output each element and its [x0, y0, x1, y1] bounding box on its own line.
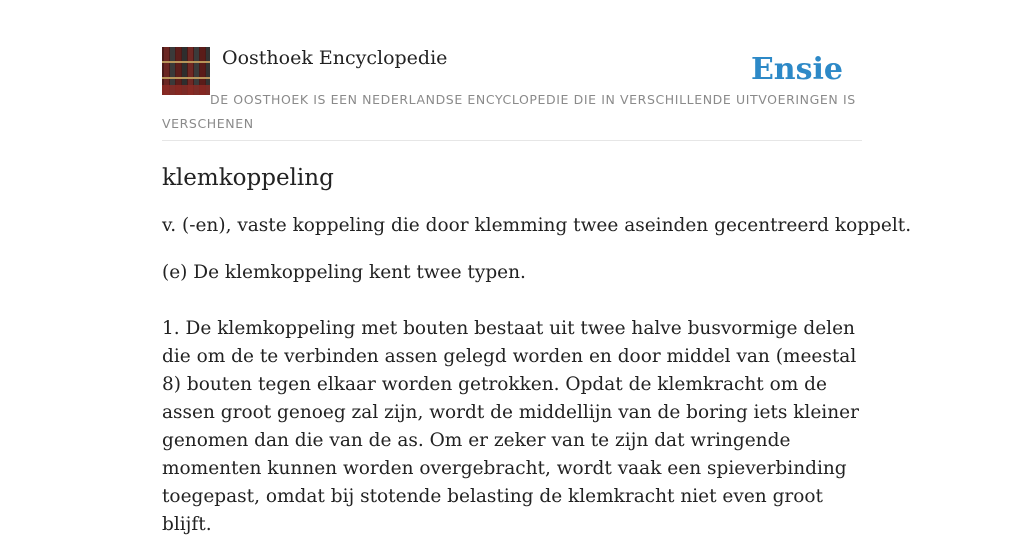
site-name[interactable]: Oosthoek Encyclopedie — [222, 47, 448, 69]
article-paragraph: 1. De klemkoppeling met bouten bestaat uit twee halve busvormige delen die om de te verbinden assen gelegd worden en door middel van (meestal 8) bouten tegen elkaar worden getrokken. Opdat de klemkracht om de assen groot genoeg zal zijn, wordt de middellijn van de boring iets kleiner genomen dan die van de as. Om er zeker van te zijn dat wringende momenten kunnen worden overgebracht, wordt vaak een spieverbinding toegepast, omdat bij stotende belasting de klemkracht niet even groot blijft. — [162, 318, 859, 535]
article — [162, 160, 912, 539]
article-title: klemkoppeling — [162, 165, 334, 191]
site-tagline: DE OOSTHOEK IS EEN NEDERLANDSE ENCYCLOPEDIE DIE IN VERSCHILLENDE UITVOERINGEN IS VERSCHENEN — [162, 92, 856, 131]
article-paragraph: (e) De klemkoppeling kent twee typen. — [162, 262, 526, 283]
article-definition: v. (-en), vaste koppeling die door klemming twee aseinden gecentreerd koppelt. — [162, 215, 912, 236]
ensie-logo[interactable]: Ensie — [750, 52, 843, 87]
site-header — [162, 46, 862, 141]
